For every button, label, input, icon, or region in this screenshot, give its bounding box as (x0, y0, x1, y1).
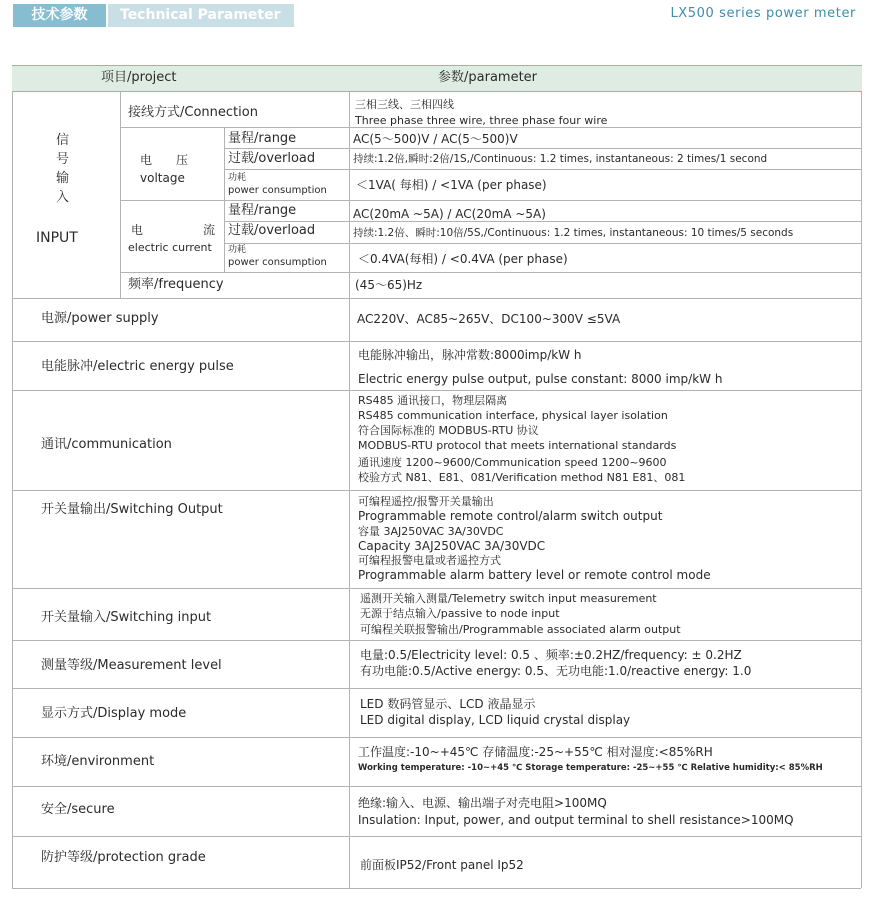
current-overload-label: 过载/overload (228, 223, 316, 238)
power-supply-value: AC220V、AC85~265V、DC100~300V ≤5VA (357, 312, 621, 326)
current-power-label-cn: 功耗 (228, 245, 247, 255)
current-power-label-en: power consumption (228, 257, 327, 268)
input-label-cn-3: 输 (56, 171, 70, 186)
measure-label: 测量等级/Measurement level (41, 658, 222, 673)
voltage-power-label-en: power consumption (228, 185, 327, 196)
current-range-value: AC(20mA ~5A) / AC(20mA ~5A) (353, 207, 546, 221)
voltage-power-value: ＜1VA( 每相) / <1VA (per phase) (356, 178, 547, 192)
comm-line-2: RS485 communication interface, physical layer isolation (358, 409, 668, 422)
pulse-line-1: 电能脉冲输出，脉冲常数:8000imp/kW h (358, 348, 582, 362)
protect-label: 防护等级/protection grade (41, 850, 206, 865)
comm-label: 通讯/communication (41, 437, 172, 452)
secure-label: 安全/secure (41, 802, 115, 817)
voltage-label-cn: 电 压 (140, 153, 189, 167)
voltage-label-en: voltage (140, 171, 185, 185)
secure-line-1: 绝缘:输入、电源、输出端子对壳电阻>100MQ (358, 796, 607, 810)
series-title: LX500 series power meter (670, 6, 856, 21)
comm-line-1: RS485 通讯接口，物理层隔离 (358, 394, 508, 407)
connection-label: 接线方式/Connection (128, 105, 258, 120)
current-overload-value: 持续:1.2倍、瞬时:10倍/5S,/Continuous: 1.2 times, instantaneous: 10 times/5 seconds (353, 227, 794, 239)
voltage-range-value: AC(5～500)V / AC(5～500)V (353, 132, 518, 146)
current-label-cn-b: 流 (203, 223, 216, 237)
current-range-label: 量程/range (228, 203, 297, 218)
input-label-cn-1: 信 (56, 133, 70, 148)
connection-value-en: Three phase three wire, three phase four wire (355, 114, 608, 127)
comm-line-4: MODBUS-RTU protocol that meets international standards (358, 439, 677, 452)
pulse-line-2: Electric energy pulse output, pulse constant: 8000 imp/kW h (358, 372, 723, 386)
comm-line-5: 通讯速度 1200~9600/Communication speed 1200~9600 (358, 456, 667, 469)
secure-line-2: Insulation: Input, power, and output terminal to shell resistance>100MQ (358, 813, 794, 827)
sw-in-line-3: 可编程关联报警输出/Programmable associated alarm output (360, 623, 681, 636)
env-line-2: Working temperature: -10~+45 ℃ Storage temperature: -25~+55 ℃ Relative humidity:< 85%RH (358, 763, 823, 773)
sw-out-line-1: 可编程遥控/报警开关量输出 (358, 495, 494, 508)
measure-line-1: 电量:0.5/Electricity level: 0.5 、频率:±0.2HZ/frequency: ± 0.2HZ (360, 648, 742, 662)
env-line-1: 工作温度:-10~+45℃ 存储温度:-25~+55℃ 相对湿度:<85%RH (358, 745, 713, 759)
current-power-value: ＜0.4VA(每相) / <0.4VA (per phase) (358, 252, 568, 266)
sw-out-line-4: Capacity 3AJ250VAC 3A/30VDC (358, 539, 546, 553)
sw-out-line-3: 容量 3AJ250VAC 3A/30VDC (358, 525, 504, 538)
comm-line-6: 校验方式 N81、E81、081/Verification method N81 E81、081 (358, 471, 686, 484)
frequency-value: (45～65)Hz (355, 278, 423, 292)
sw-out-line-2: Programmable remote control/alarm switch output (358, 509, 663, 523)
voltage-overload-value: 持续:1.2倍,瞬时:2倍/1S,/Continuous: 1.2 times, instantaneous: 2 times/1 second (353, 153, 768, 165)
frequency-label: 频率/frequency (128, 277, 224, 292)
section-title-cn: 技术参数 (13, 4, 106, 27)
table-header-parameter: 参数/parameter (438, 70, 538, 85)
input-label-cn-4: 入 (56, 190, 70, 205)
voltage-power-label-cn: 功耗 (228, 173, 247, 183)
protect-value: 前面板IP52/Front panel Ip52 (360, 858, 524, 872)
voltage-range-label: 量程/range (228, 131, 297, 146)
display-line-1: LED 数码管显示、LCD 液晶显示 (360, 697, 536, 711)
power-supply-label: 电源/power supply (41, 311, 159, 326)
input-label-en: INPUT (36, 230, 78, 246)
sw-out-label: 开关量输出/Switching Output (41, 502, 223, 517)
pulse-label: 电能脉冲/electric energy pulse (41, 359, 234, 374)
measure-line-2: 有功电能:0.5/Active energy: 0.5、无功电能:1.0/reactive energy: 1.0 (360, 664, 752, 678)
section-title-en: Technical Parameter (108, 4, 294, 27)
sw-in-line-2: 无源于结点输入/passive to node input (360, 607, 560, 620)
sw-in-line-1: 遥测开关输入测量/Telemetry switch input measurement (360, 592, 657, 605)
sw-out-line-5: 可编程报警电量或者遥控方式 (358, 554, 501, 567)
current-label-en: electric current (128, 241, 212, 254)
current-label-cn-a: 电 (131, 223, 144, 237)
connection-value-cn: 三相三线、三相四线 (355, 98, 454, 111)
env-label: 环境/environment (41, 754, 155, 769)
sw-out-line-6: Programmable alarm battery level or remote control mode (358, 568, 711, 582)
display-line-2: LED digital display, LCD liquid crystal display (360, 713, 631, 727)
input-label-cn-2: 号 (56, 152, 70, 167)
comm-line-3: 符合国际标准的 MODBUS-RTU 协议 (358, 424, 539, 437)
display-label: 显示方式/Display mode (41, 706, 187, 721)
table-header-project: 项目/project (101, 70, 177, 85)
sw-in-label: 开关量输入/Switching input (41, 610, 212, 625)
voltage-overload-label: 过载/overload (228, 151, 316, 166)
